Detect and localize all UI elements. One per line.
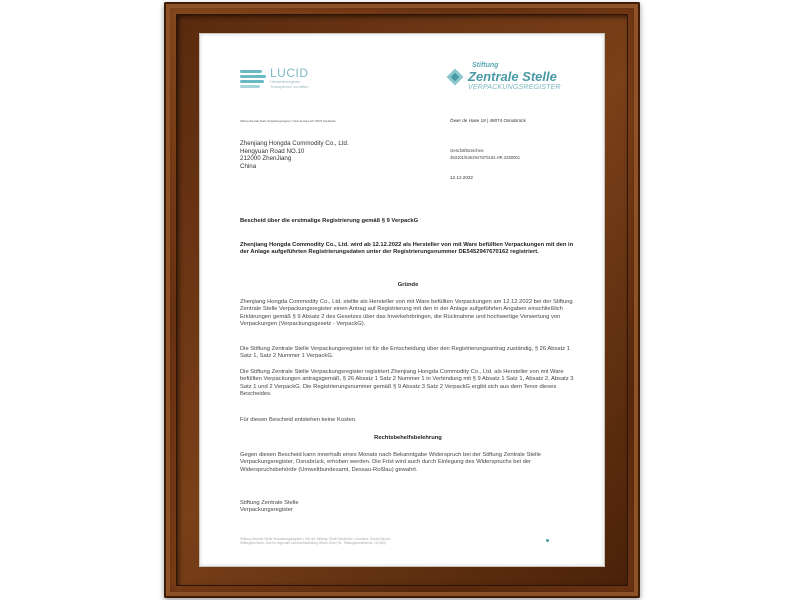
reasons-heading: Gründe bbox=[397, 282, 419, 288]
signature-line: Verpackungsregister bbox=[240, 507, 293, 514]
stiftung-diamond-icon bbox=[446, 68, 464, 86]
lucid-name: LUCID bbox=[270, 66, 309, 80]
certificate-document bbox=[200, 34, 604, 566]
stiftung-name: Zentrale Stelle bbox=[468, 69, 557, 84]
reference-number: 353101/5452947670162.HR.2260001 bbox=[450, 155, 521, 160]
lucid-wave-icon bbox=[240, 69, 266, 87]
lucid-tagline-2: Transparenz schaffen bbox=[270, 84, 309, 89]
footer-line: Stiftung Zentrale Stelle Verpackungsregister | Sitz der Stiftung: Stadt Osnabrück | Vorstand: Gunda Rachut bbox=[240, 537, 391, 541]
remedy-text: Gegen diesen Bescheid kann innerhalb eines Monats nach Bekanntgabe Widerspruch bei der Stiftung Zentrale Stelle Verpackungsregister, Osnabrück, erhoben werden. Die Frist wird auch durch Einlegung des Widerspruchs bei der Widerspruchsbehörde (Umweltbundesamt, Dessau-Roßlau) gewahrt. bbox=[240, 452, 541, 473]
recipient-line: 212000 ZhenJiang bbox=[240, 155, 292, 163]
letter-subject: Bescheid über die erstmalige Registrierung gemäß § 9 VerpackG bbox=[240, 218, 419, 224]
stiftung-logo bbox=[444, 62, 574, 94]
stiftung-register: VERPACKUNGSREGISTER bbox=[468, 84, 561, 91]
lucid-tagline-1: Herstellerregister bbox=[270, 79, 301, 84]
sender-line: Stiftung Zentrale Stelle Verpackungsregister | Öwer de Hase 18 | 49074 Osnabrück bbox=[240, 120, 336, 123]
recipient-line: Hengyuan Road NO.10 bbox=[240, 147, 305, 155]
letter-date: 12.12.2022 bbox=[450, 175, 473, 180]
remedy-heading: Rechtsbehelfsbelehrung bbox=[374, 435, 442, 441]
reasons-paragraph-3: Die Stiftung Zentrale Stelle Verpackungsregister registriert Zhenjiang Hongda Commodity Co., Ltd. als Hersteller von mit Ware befüllten Verpackungen antragsgemäß, § 26 Absatz 1 Satz 2 Nummer 1 in Verbindung mit § 9 Absatz 1 Satz 1, Absatz 2, Absatz 3 Satz 1 und 2 VerpackG. Die Registrierungsnummer gemäß § 9 Absatz 3 Satz 2 VerpackG ergibt sich aus dem Tenor dieses Bescheides. bbox=[240, 369, 574, 398]
lucid-logo bbox=[240, 67, 309, 89]
decision-text: Zhenjiang Hongda Commodity Co., Ltd. wird ab 12.12.2022 als Hersteller von mit Ware befüllten Verpackungen mit den in der Anlage aufgeführten Registrierungsdaten unter der Registrierungsnummer DE5452947670162 registriert. bbox=[240, 242, 574, 256]
document-footer bbox=[240, 537, 560, 545]
footer-line: Stiftungsbehörde: Amt für regionale Landesentwicklung Weser-Ems | Nr.: Stiftungsverzeichnis: 16 (083) bbox=[240, 541, 386, 546]
reasons-paragraph-1: Zhenjiang Hongda Commodity Co., Ltd. stellte als Hersteller von mit Ware befüllten Verpackungen am 12.12.2022 bei der Stiftung Zentrale Stelle Verpackungsregister einen Antrag auf Registrierung mit den in der Anlage aufgeführten Angaben einschließlich Erklärungen gemäß § 9 Absatz 2 des Gesetzes über das Inverkehrbringen, die Rücknahme und hochwertige Verwertung von Verpackungen (Verpackungsgesetz - VerpackG). bbox=[240, 299, 573, 328]
reference-label: Geschäftszeichen: bbox=[450, 148, 485, 153]
signature-block bbox=[240, 500, 576, 515]
reasons-paragraph-2: Die Stiftung Zentrale Stelle Verpackungsregister ist für die Entscheidung über den Registrierungsantrag zuständig, § 26 Absatz 1 Satz 1, Satz 2 Nummer 1 VerpackG. bbox=[240, 346, 570, 360]
footer-dot-icon bbox=[546, 539, 549, 542]
stiftung-label: Stiftung bbox=[472, 62, 499, 69]
recipient-address bbox=[240, 140, 349, 170]
wooden-picture-frame bbox=[164, 2, 640, 598]
recipient-line: China bbox=[240, 162, 257, 170]
signature-line: Stiftung Zentrale Stelle bbox=[240, 500, 299, 506]
recipient-line: Zhenjiang Hongda Commodity Co., Ltd. bbox=[240, 140, 349, 147]
reasons-paragraph-4: Für diesen Bescheid entstehen keine Kosten. bbox=[240, 417, 357, 423]
sender-address: Öwer de Hase 18 | 49074 Osnabrück bbox=[450, 118, 526, 123]
